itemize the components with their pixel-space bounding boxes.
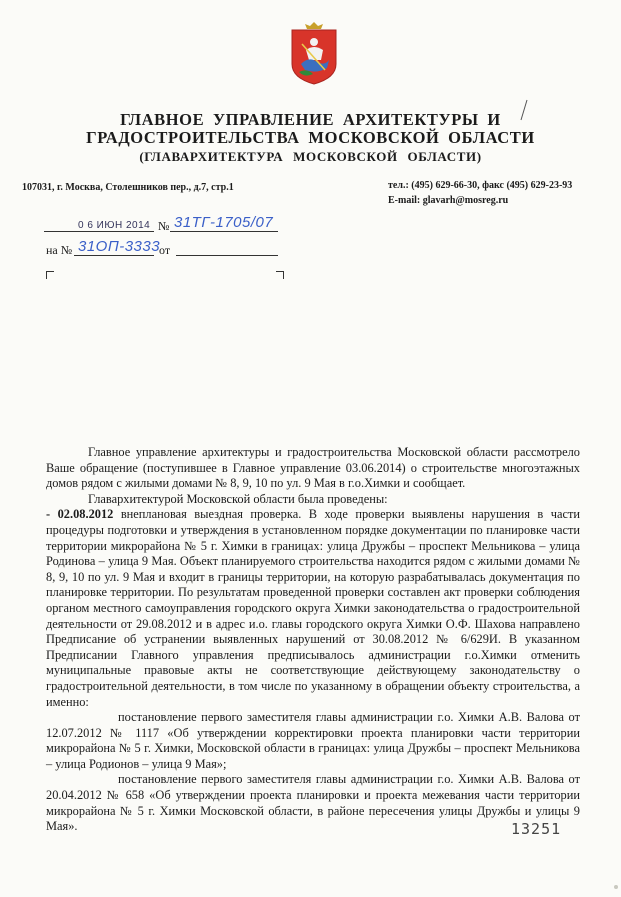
postal-address: 107031, г. Москва, Столешников пер., д.7, стр.1	[22, 182, 234, 193]
inspection-description: внеплановая выездная проверка. В ходе проверки выявлены нарушения в части процедуры подготовки и утверждения в установленном порядке документации по планировке части территории микрорайона № 5 г. Химки в границах: улица Дружбы – проспект Мельникова – улица Родинова – улица 9 Мая. Объект планируемого строительства находится рядом с жилыми домами № 8, 9, 10 по ул. 9 Мая и входит в границы территории, на которую разрабатывалась документация по планировке территории. По результатам проведенной проверки составлен акт проверки соблюдения органом местного самоуправления городского округа Химки законодательства о градостроительной деятельности от 29.08.2012 и в адрес и.о. главы городского округа Химки О.Ф. Шахова направлено Предписание об устранении выявленных нарушений от 30.08.2012 № 6/629И. В указанном Предписании Главного управления предписывалось администрации г.о.Химки отменить муниципальные правовые акты не соответствующие действующему законодательству о градостроительной деятельности, в том числе по указанному в обращении объекту строительства, а именно:	[46, 507, 581, 709]
body-paragraph-2: Главархитектурой Московской области была проведены:	[88, 491, 388, 506]
body-paragraph-3	[46, 507, 580, 710]
outgoing-number: 31ТГ-1705/07	[174, 214, 274, 231]
scan-artifact	[614, 885, 618, 889]
coat-of-arms-emblem	[287, 20, 341, 86]
email-address: E-mail: glavarh@mosreg.ru	[388, 195, 509, 206]
address-block-corner-right	[276, 271, 284, 279]
phone-fax: тел.: (495) 629-66-30, факс (495) 629-23-93	[388, 180, 573, 191]
from-date-underline	[176, 255, 278, 256]
incoming-prefix: на №	[46, 243, 73, 257]
contact-info	[388, 178, 572, 208]
inspection-date: - 02.08.2012	[46, 507, 114, 522]
outgoing-number-underline	[170, 231, 278, 232]
incoming-number: 31ОП-3333	[78, 238, 161, 255]
body-paragraph-4: постановление первого заместителя главы администрации г.о. Химки А.В. Валова от 12.07.2012 № 1117 «Об утверждении корректировки проекта планировки части территории микрорайона № 5 г. Химки, Московской области в границах: улица Дружбы – проспект Мельникова – улица Родионов – улица 9 Мая»;	[46, 710, 580, 771]
letter-body	[46, 445, 580, 835]
date-underline	[44, 231, 154, 232]
address-block-corner-left	[46, 271, 54, 279]
date-stamp: 0 6 ИЮН 2014	[78, 220, 151, 231]
body-paragraph-5: постановление первого заместителя главы администрации г.о. Химки А.В. Валова от 20.04.2012 № 658 «Об утверждении проекта планировки и проекта межевания части территории микрорайона № 5 г. Химки Московской области, в районе пересечения улицы Дружбы и улицы 9 Мая».	[46, 772, 580, 834]
incoming-number-underline	[74, 255, 154, 256]
from-label: от	[159, 243, 171, 257]
org-title-line-1: ГЛАВНОЕ УПРАВЛЕНИЕ АРХИТЕКТУРЫ И	[120, 110, 501, 129]
number-prefix: №	[158, 219, 170, 233]
body-paragraph-1: Главное управление архитектуры и градостроительства Московской области рассмотрело Ваше обращение (поступившее в Главное управление 03.06.2014) о строительстве многоэтажных домов рядом с жилыми домами № 8, 9, 10 по ул. 9 Мая в г.о.Химки и сообщает.	[46, 445, 580, 491]
org-title-line-2: ГРАДОСТРОИТЕЛЬСТВА МОСКОВСКОЙ ОБЛАСТИ	[86, 128, 535, 147]
org-title-line-3: (ГЛАВАРХИТЕКТУРА МОСКОВСКОЙ ОБЛАСТИ)	[139, 149, 482, 164]
document-registration-number: 13251	[511, 820, 562, 838]
pen-mark	[520, 99, 528, 121]
